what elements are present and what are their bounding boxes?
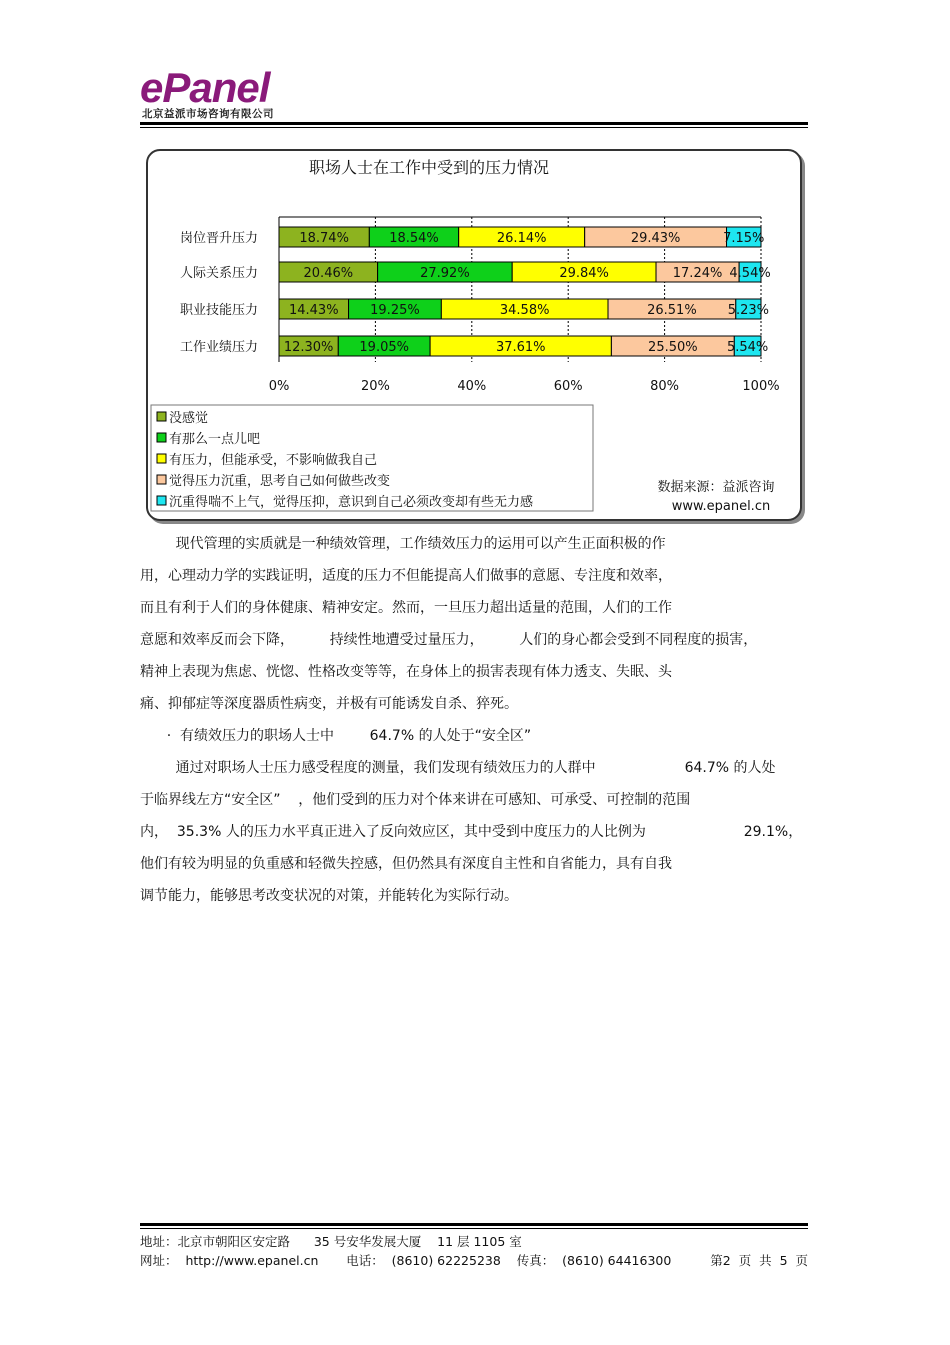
data-label: 4.54%: [729, 266, 771, 281]
x-tick-label: 0%: [268, 379, 290, 394]
body-line: 精神上表现为焦虑、恍惚、性格改变等等，在身体上的损害表现有体力透支、失眠、头: [140, 664, 672, 680]
body-line: 用，心理动力学的实践证明，适度的压力不但能提高人们做事的意愿、专注度和效率，: [140, 568, 672, 584]
legend-label: 有那么一点儿吧: [169, 432, 261, 447]
data-label: 25.50%: [648, 340, 698, 355]
footer-rule-thin: [140, 1228, 808, 1229]
body-line: 通过对职场人士压力感受程度的测量，我们发现有绩效压力的人群中 64.7% 的人处: [140, 760, 776, 776]
chart-title: 职场人士在工作中受到的压力情况: [308, 158, 550, 177]
body-line: 现代管理的实质就是一种绩效管理，工作绩效压力的运用可以产生正面积极的作: [140, 536, 666, 552]
company-logo: [140, 64, 298, 122]
x-tick-label: 100%: [742, 379, 780, 394]
logo-wordmark: ePanel: [140, 64, 270, 111]
legend-label: 没感觉: [169, 411, 209, 426]
legend-label: 觉得压力沉重，思考自己如何做些改变: [169, 474, 391, 489]
header-rule-thick: [140, 122, 808, 125]
legend-swatch: [157, 496, 166, 505]
legend-label: 有压力，但能承受，不影响做我自己: [169, 453, 378, 468]
data-label: 17.24%: [672, 266, 723, 281]
data-label: 27.92%: [420, 266, 470, 281]
body-text: [140, 528, 808, 912]
data-label: 5.23%: [727, 303, 770, 318]
footer-page-number: 第2 页 共 5 页: [710, 1253, 808, 1268]
chart-source-url: www.epanel.cn: [671, 499, 771, 514]
data-label: 29.43%: [630, 231, 681, 246]
legend-swatch: [157, 454, 166, 463]
category-label: 工作业绩压力: [179, 340, 258, 355]
data-label: 12.30%: [283, 340, 334, 355]
data-label: 29.84%: [559, 266, 609, 281]
category-label: 职业技能压力: [179, 303, 258, 318]
body-line: · 有绩效压力的职场人士中 64.7% 的人处于“安全区”: [140, 728, 532, 744]
body-line: 痛、抑郁症等深度器质性病变，并极有可能诱发自杀、猝死。: [140, 696, 518, 712]
x-tick-label: 60%: [553, 379, 583, 394]
data-label: 37.61%: [495, 340, 546, 355]
stress-chart: [146, 149, 798, 517]
data-label: 19.05%: [359, 340, 409, 355]
data-label: 20.46%: [303, 266, 354, 281]
footer-rule-thick: [140, 1223, 808, 1226]
data-label: 34.58%: [499, 303, 550, 318]
x-tick-label: 40%: [457, 379, 487, 394]
body-line: 而且有利于人们的身体健康、精神安定。然而，一旦压力超出适量的范围，人们的工作: [140, 600, 672, 616]
chart-source: 数据来源：益派咨询: [657, 480, 775, 495]
footer-contact: 网址： http://www.epanel.cn 电话： (8610) 62225238 传真： (8610) 64416300: [140, 1253, 672, 1268]
category-label: 岗位晋升压力: [179, 231, 258, 246]
data-label: 18.54%: [389, 231, 439, 246]
data-label: 5.54%: [726, 340, 769, 355]
logo-company-name: 北京益派市场咨询有限公司: [142, 108, 274, 120]
body-line: 于临界线左方“安全区” ，他们受到的压力对个体来讲在可感知、可承受、可控制的范围: [140, 792, 691, 808]
data-label: 19.25%: [370, 303, 420, 318]
legend-swatch: [157, 475, 166, 484]
data-label: 26.14%: [496, 231, 547, 246]
header-rule-thin: [140, 127, 808, 128]
data-label: 26.51%: [647, 303, 697, 318]
body-line: 他们有较为明显的负重感和轻微失控感，但仍然具有深度自主性和自省能力，具有自我: [140, 856, 672, 872]
data-label: 7.15%: [723, 231, 765, 246]
legend-swatch: [157, 412, 166, 421]
data-label: 18.74%: [299, 231, 349, 246]
x-tick-label: 20%: [360, 379, 390, 394]
body-line: 意愿和效率反而会下降， 持续性地遭受过量压力， 人们的身心都会受到不同程度的损害，: [140, 632, 758, 648]
footer-address: 地址：北京市朝阳区安定路 35 号安华发展大厦 11 层 1105 室: [140, 1234, 522, 1249]
legend-swatch: [157, 433, 166, 442]
data-label: 14.43%: [288, 303, 339, 318]
body-line: 内， 35.3% 人的压力水平真正进入了反向效应区，其中受到中度压力的人比例为 29.1%，: [140, 824, 803, 840]
category-label: 人际关系压力: [179, 266, 258, 281]
body-line: 调节能力，能够思考改变状况的对策，并能转化为实际行动。: [140, 888, 518, 904]
x-tick-label: 80%: [650, 379, 680, 394]
legend-label: 沉重得喘不上气，觉得压抑，意识到自己必须改变却有些无力感: [169, 495, 534, 510]
